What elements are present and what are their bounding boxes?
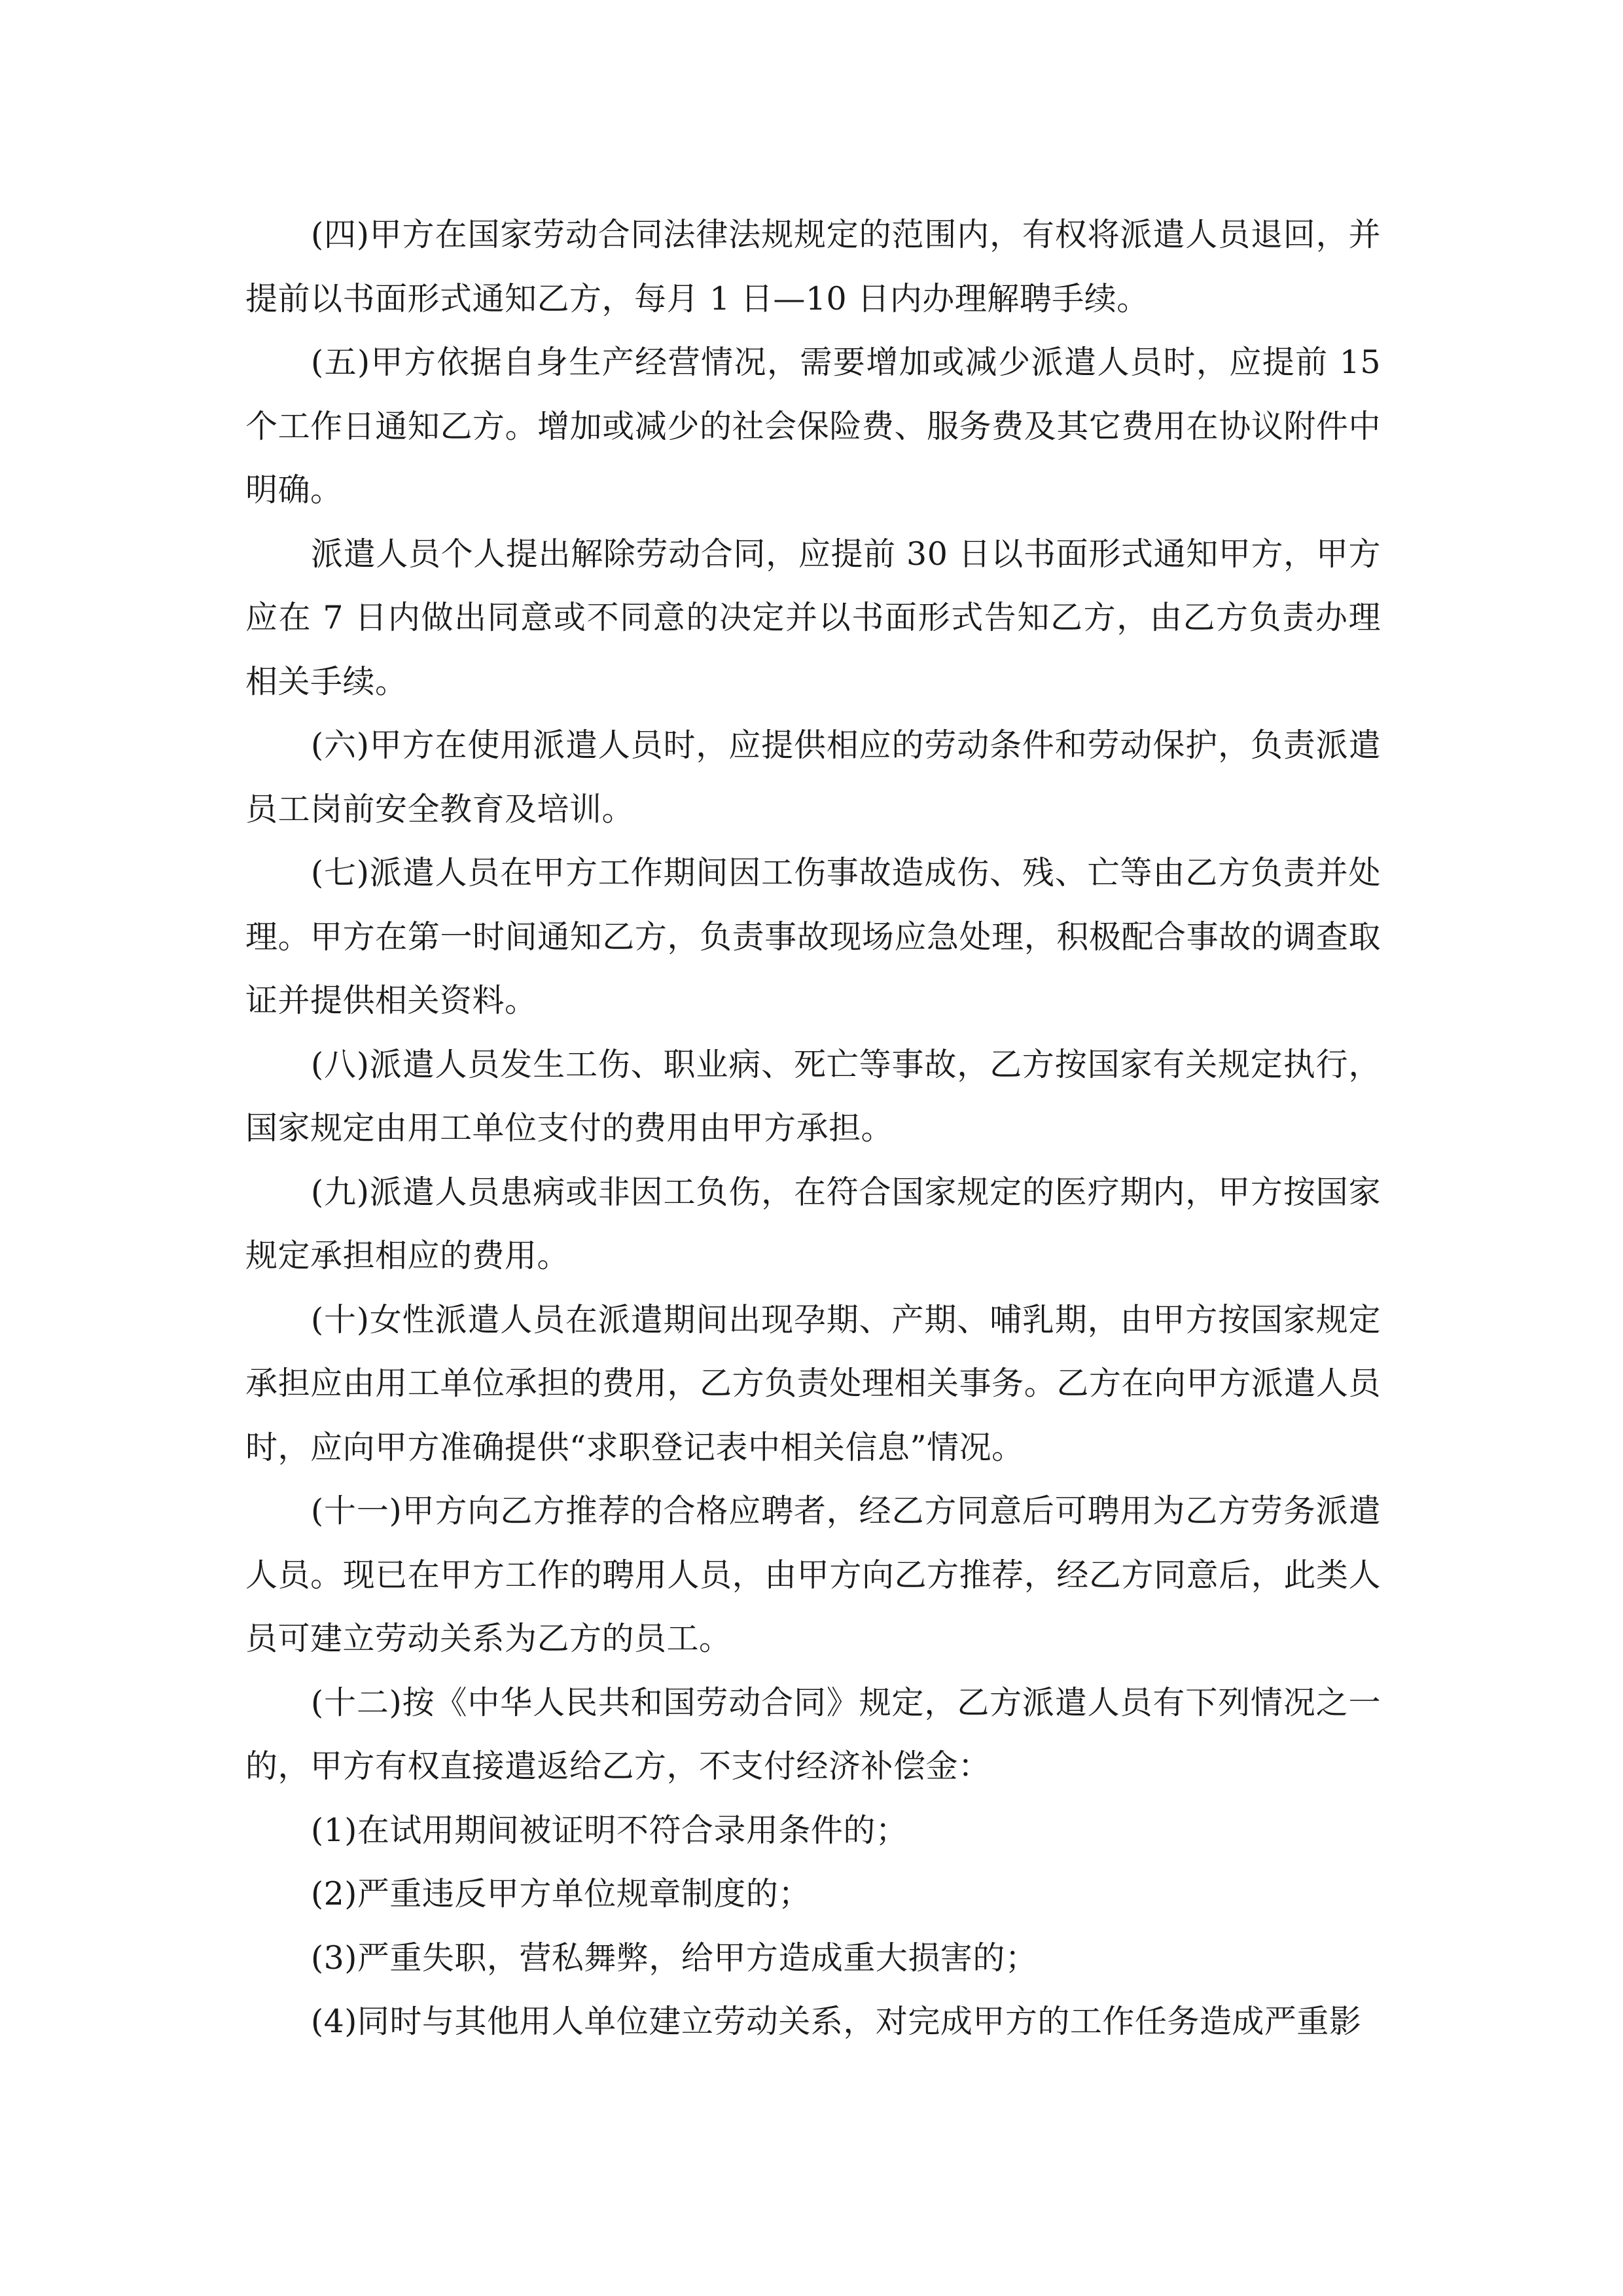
paragraph-7: (七)派遣人员在甲方工作期间因工伤事故造成伤、残、亡等由乙方负责并处理。甲方在第一时间通知乙方，负责事故现场应急处理，积极配合事故的调查取证并提供相关资料。: [245, 854, 1381, 1019]
paragraph-10: (十)女性派遣人员在派遣期间出现孕期、产期、哺乳期，由甲方按国家规定承担应由用工单位承担的费用，乙方负责处理相关事务。乙方在向甲方派遣人员时，应向甲方准确提供“求职登记表中相关信息”情况。: [245, 1300, 1381, 1466]
paragraph-8: (八)派遣人员发生工伤、职业病、死亡等事故，乙方按国家有关规定执行，国家规定由用工单位支付的费用由甲方承担。: [245, 1045, 1381, 1147]
paragraph-11: (十一)甲方向乙方推荐的合格应聘者，经乙方同意后可聘用为乙方劳务派遣人员。现已在甲方工作的聘用人员，由甲方向乙方推荐，经乙方同意后，此类人员可建立劳动关系为乙方的员工。: [245, 1492, 1381, 1657]
paragraph-5: (五)甲方依据自身生产经营情况，需要增加或减少派遣人员时，应提前 15 个工作日通知乙方。增加或减少的社会保险费、服务费及其它费用在协议附件中明确。: [245, 344, 1381, 509]
paragraph-resignation: 派遣人员个人提出解除劳动合同，应提前 30 日以书面形式通知甲方，甲方应在 7 日内做出同意或不同意的决定并以书面形式告知乙方，由乙方负责办理相关手续。: [245, 535, 1381, 700]
paragraph-9: (九)派遣人员患病或非因工负伤，在符合国家规定的医疗期内，甲方按国家规定承担相应的费用。: [245, 1173, 1381, 1274]
paragraph-12: (十二)按《中华人民共和国劳动合同》规定，乙方派遣人员有下列情况之一的，甲方有权直接遣返给乙方，不支付经济补偿金：: [245, 1683, 1381, 1785]
list-item-2: (2)严重违反甲方单位规章制度的；: [311, 1875, 811, 1912]
document-body: [245, 203, 1381, 2054]
list-item-1: (1)在试用期间被证明不符合录用条件的；: [311, 1811, 908, 1849]
paragraph-4: (四)甲方在国家劳动合同法律法规规定的范围内，有权将派遣人员退回，并提前以书面形式通知乙方，每月 1 日—10 日内办理解聘手续。: [245, 216, 1381, 317]
list-item-4: (4)同时与其他用人单位建立劳动关系，对完成甲方的工作任务造成严重影: [311, 2003, 1362, 2040]
list-item-3: (3)严重失职，营私舞弊，给甲方造成重大损害的；: [311, 1939, 1038, 1977]
paragraph-6: (六)甲方在使用派遣人员时，应提供相应的劳动条件和劳动保护，负责派遣员工岗前安全教育及培训。: [245, 726, 1381, 828]
